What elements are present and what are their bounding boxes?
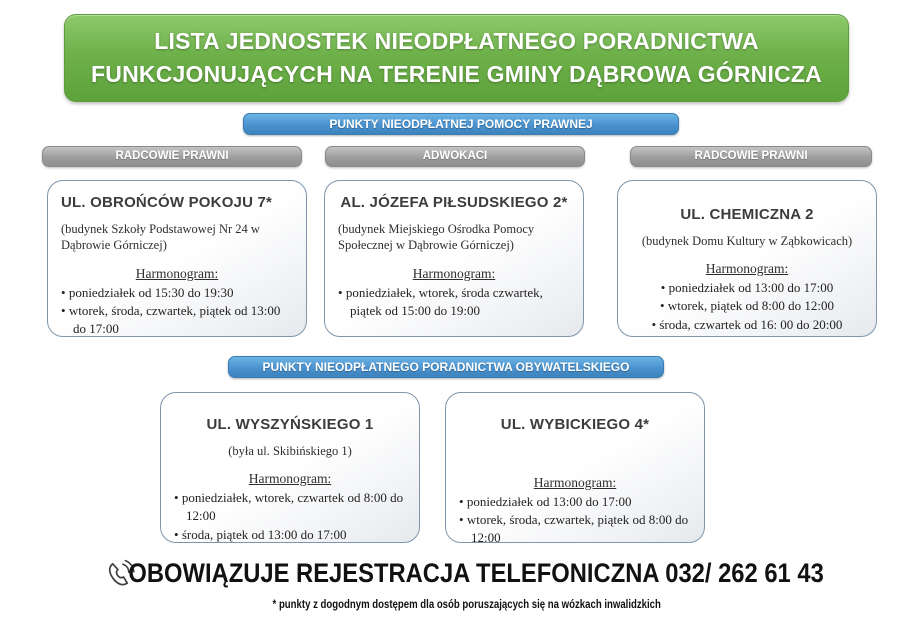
card-title: UL. WYBICKIEGO 4* — [500, 416, 650, 433]
card-pilsudskiego — [324, 180, 584, 337]
group-header-radcowie-prawni-2: RADCOWIE PRAWNI — [630, 146, 872, 167]
schedule-item: • poniedziałek od 13:00 do 17:00 — [459, 493, 691, 511]
registration-note: OBOWIĄZUJE REJESTRACJA TELEFONICZNA 032/ 262 61 43 — [128, 558, 825, 588]
schedule-list — [174, 489, 406, 544]
page-title-line1: LISTA JEDNOSTEK NIEODPŁATNEGO PORADNICTWA — [154, 28, 759, 54]
card-wybickiego — [445, 392, 705, 546]
card-title: UL. OBROŃCÓW POKOJU 7* — [61, 194, 273, 211]
schedule-label: Harmonogram: — [533, 475, 617, 490]
card-chemiczna — [617, 180, 877, 337]
group-header-adwokaci: ADWOKACI — [325, 146, 585, 167]
schedule-list — [459, 493, 691, 548]
schedule-list — [631, 279, 863, 334]
page-title-line2: FUNKCJONUJĄCYCH NA TERENIE GMINY DĄBROWA GÓRNICZA — [91, 61, 822, 87]
schedule-list — [61, 284, 293, 339]
schedule-label: Harmonogram: — [412, 265, 496, 281]
schedule-item: • poniedziałek, wtorek, czwartek od 8:00 do 12:00 — [174, 489, 406, 525]
card-subtitle: (budynek Szkoły Podstawowej Nr 24 w Dąbrowie Górniczej) — [61, 222, 260, 253]
card-subtitle: (budynek Domu Kultury w Ząbkowicach) — [641, 234, 853, 248]
card-title: UL. WYSZYŃSKIEGO 1 — [206, 416, 374, 433]
card-wyszynskiego — [160, 392, 420, 543]
schedule-label: Harmonogram: — [705, 261, 789, 277]
schedule-list — [338, 284, 570, 320]
schedule-label: Harmonogram: — [248, 471, 332, 487]
card-title: UL. CHEMICZNA 2 — [680, 206, 814, 223]
wheelchair-access-footnote: * punkty z dogodnym dostępem dla osób poruszających się na wózkach inwalidzkich — [272, 597, 661, 611]
section-banner-civic-counseling: PUNKTY NIEODPŁATNEGO PORADNICTWA OBYWATELSKIEGO — [228, 356, 664, 378]
schedule-item: • poniedziałek od 15:30 do 19:30 — [61, 284, 293, 302]
schedule-item: • poniedziałek od 13:00 do 17:00 — [631, 279, 863, 297]
schedule-item: • wtorek, środa, czwartek, piątek od 8:00 do 12:00 — [459, 511, 691, 547]
card-obroncow-pokoju — [47, 180, 307, 337]
card-subtitle: (budynek Miejskiego Ośrodka Pomocy Społecznej w Dąbrowie Górniczej) — [338, 222, 535, 253]
schedule-item: • środa, piątek od 13:00 do 17:00 — [174, 526, 406, 544]
card-title: AL. JÓZEFA PIŁSUDSKIEGO 2* — [340, 194, 568, 211]
schedule-label: Harmonogram: — [135, 265, 219, 281]
schedule-item: • środa, czwartek od 16: 00 do 20:00 — [631, 316, 863, 334]
page-title-banner — [64, 14, 849, 102]
group-header-radcowie-prawni-1: RADCOWIE PRAWNI — [42, 146, 302, 167]
schedule-item: • wtorek, piątek od 8:00 do 12:00 — [631, 297, 863, 315]
schedule-item: • poniedziałek, wtorek, środa czwartek, piątek od 15:00 do 19:00 — [338, 284, 570, 320]
section-banner-legal-aid: PUNKTY NIEODPŁATNEJ POMOCY PRAWNEJ — [243, 113, 679, 135]
schedule-item: • wtorek, środa, czwartek, piątek od 13:00 do 17:00 — [61, 302, 293, 338]
card-subtitle: (była ul. Skibińskiego 1) — [228, 444, 352, 458]
